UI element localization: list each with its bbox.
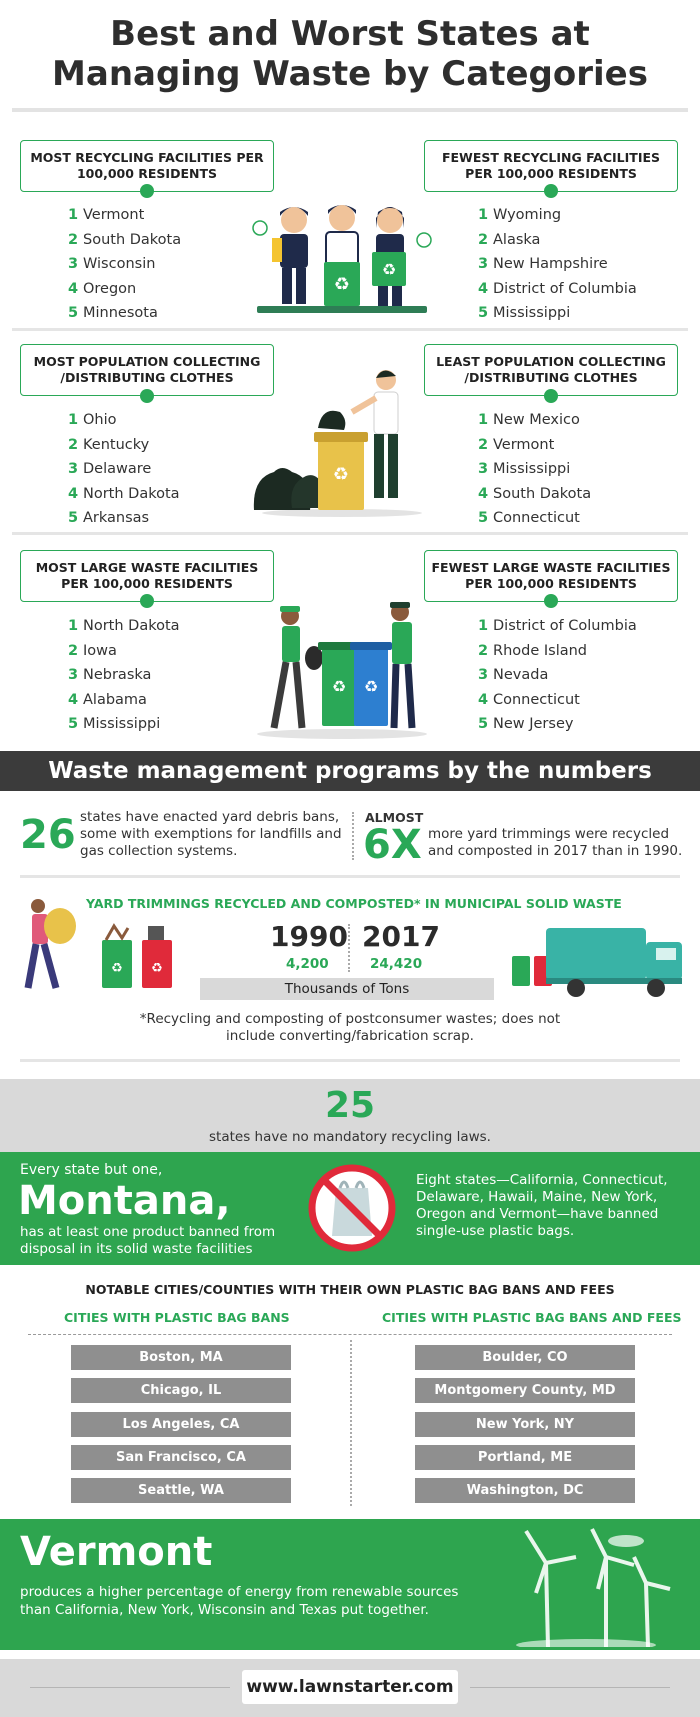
list-item xyxy=(68,688,180,713)
cities-left-heading: CITIES WITH PLASTIC BAG BANS xyxy=(64,1310,290,1325)
footer-rule-right xyxy=(470,1687,670,1688)
state-name: Nevada xyxy=(493,667,549,684)
rank-number: 3 xyxy=(68,667,79,684)
list-item xyxy=(68,712,180,737)
rank-number: 4 xyxy=(68,485,79,502)
rank-number: 2 xyxy=(478,231,489,248)
rank-number: 5 xyxy=(68,305,79,322)
heading-text: MOST RECYCLING FACILITIES PER 100,000 RESIDENTS xyxy=(30,150,264,181)
list-item xyxy=(68,408,180,433)
list-item xyxy=(478,457,591,482)
state-name: North Dakota xyxy=(83,485,180,502)
cities-column-divider xyxy=(350,1340,352,1506)
numbers-banner: Waste management programs by the numbers xyxy=(0,751,700,791)
wind-turbines-icon xyxy=(506,1527,676,1647)
state-name: Arkansas xyxy=(83,510,150,527)
city-pill: Washington, DC xyxy=(415,1478,635,1503)
vermont-text xyxy=(20,1583,458,1619)
stat-25-text: states have no mandatory recycling laws. xyxy=(209,1129,491,1145)
connector-dot xyxy=(140,389,154,403)
stat-6x-prefix: ALMOST xyxy=(365,810,424,825)
heading-text: MOST POPULATION COLLECTING /DISTRIBUTING CLOTHES xyxy=(33,354,261,385)
state-name: Minnesota xyxy=(83,305,158,322)
footer-rule-left xyxy=(30,1687,230,1688)
state-name: Mississippi xyxy=(83,716,161,733)
state-name: South Dakota xyxy=(493,485,592,502)
montana-text xyxy=(20,1224,275,1258)
garbage-truck-illustration xyxy=(506,924,686,1000)
kids-recycling-illustration xyxy=(252,198,432,318)
list-item xyxy=(68,252,181,277)
list-item xyxy=(68,482,180,507)
rank-number: 4 xyxy=(68,280,79,297)
state-name: New Hampshire xyxy=(493,256,608,273)
no-recycling-laws-band xyxy=(0,1079,700,1152)
list-item xyxy=(478,301,637,326)
category-2-right-list xyxy=(478,408,591,531)
heading-text: LEAST POPULATION COLLECTING /DISTRIBUTING CLOTHES xyxy=(436,354,666,385)
cities-divider xyxy=(28,1334,672,1335)
year-divider xyxy=(348,924,350,972)
list-item xyxy=(478,252,637,277)
value-1990: 4,200 xyxy=(286,956,329,972)
stat-25-number: 25 xyxy=(324,1085,376,1126)
vermont-text-line-1: produces a higher percentage of energy from renewable sources xyxy=(20,1584,459,1600)
clothes-bin-illustration xyxy=(252,368,432,518)
rank-number: 4 xyxy=(478,485,489,502)
state-name: Kentucky xyxy=(83,436,150,453)
state-name: Vermont xyxy=(493,436,555,453)
city-pill: Boston, MA xyxy=(71,1345,291,1370)
year-1990: 1990 xyxy=(270,920,348,953)
rank-number: 1 xyxy=(68,412,79,429)
state-name: Oregon xyxy=(83,280,137,297)
state-name: New Mexico xyxy=(493,412,580,429)
state-name: Vermont xyxy=(83,207,145,224)
connector-dot xyxy=(544,594,558,608)
list-item xyxy=(68,457,180,482)
state-name: North Dakota xyxy=(83,618,180,635)
list-item xyxy=(478,482,591,507)
rank-number: 3 xyxy=(68,256,79,273)
state-name: Wyoming xyxy=(493,207,562,224)
footnote-line-1: *Recycling and composting of postconsumer wastes; does not xyxy=(139,1011,561,1027)
state-name: Alabama xyxy=(83,691,147,708)
city-pill: Chicago, IL xyxy=(71,1378,291,1403)
section-divider xyxy=(20,1059,680,1062)
city-pill: San Francisco, CA xyxy=(71,1445,291,1470)
montana-name: Montana, xyxy=(18,1178,231,1224)
svg-text:♻: ♻ xyxy=(332,464,350,485)
connector-dot xyxy=(140,184,154,198)
yard-footnote xyxy=(0,1011,700,1045)
state-name: Wisconsin xyxy=(83,256,156,273)
connector-dot xyxy=(544,184,558,198)
rank-number: 2 xyxy=(68,231,79,248)
list-item xyxy=(478,228,637,253)
city-pill: Portland, ME xyxy=(415,1445,635,1470)
no-plastic-bag-icon xyxy=(306,1162,398,1254)
list-item xyxy=(478,408,591,433)
rank-number: 1 xyxy=(68,618,79,635)
list-item xyxy=(68,203,181,228)
category-3-left-list xyxy=(68,614,180,737)
rank-number: 2 xyxy=(68,436,79,453)
connector-dot xyxy=(544,389,558,403)
stat-6x-number: 6X xyxy=(363,822,422,868)
rank-number: 1 xyxy=(478,412,489,429)
state-name: South Dakota xyxy=(83,231,182,248)
city-pill: Los Angeles, CA xyxy=(71,1412,291,1437)
stat-6x-text: more yard trimmings were recycled and composted in 2017 than in 1990. xyxy=(428,826,683,859)
vermont-name: Vermont xyxy=(20,1529,213,1575)
year-2017: 2017 xyxy=(362,920,440,953)
footnote-line-2: include converting/fabrication scrap. xyxy=(226,1028,474,1044)
footer-url-link[interactable]: www.lawnstarter.com xyxy=(242,1670,458,1704)
list-item xyxy=(68,228,181,253)
title-line-2: Managing Waste by Categories xyxy=(52,54,648,94)
rank-number: 1 xyxy=(478,618,489,635)
page-title xyxy=(0,14,700,94)
list-item xyxy=(478,506,591,531)
category-1-right-list xyxy=(478,203,637,326)
state-name: Alaska xyxy=(493,231,541,248)
state-name: Connecticut xyxy=(493,510,580,527)
list-item xyxy=(68,433,180,458)
city-pill: Montgomery County, MD xyxy=(415,1378,635,1403)
state-name: New Jersey xyxy=(493,716,574,733)
section-divider xyxy=(20,875,680,878)
rank-number: 4 xyxy=(478,691,489,708)
rank-number: 5 xyxy=(478,510,489,527)
rank-number: 5 xyxy=(68,716,79,733)
stat-26-number: 26 xyxy=(20,812,76,858)
state-name: Iowa xyxy=(83,642,117,659)
list-item xyxy=(68,506,180,531)
list-item xyxy=(68,277,181,302)
montana-text-line-2: disposal in its solid waste facilities xyxy=(20,1241,253,1257)
svg-text:♻: ♻ xyxy=(381,260,397,279)
state-name: Mississippi xyxy=(493,305,571,322)
section-divider xyxy=(12,328,688,331)
list-item xyxy=(478,203,637,228)
rank-number: 5 xyxy=(478,305,489,322)
rank-number: 2 xyxy=(478,436,489,453)
state-name: District of Columbia xyxy=(493,618,637,635)
list-item xyxy=(68,614,180,639)
rank-number: 2 xyxy=(68,642,79,659)
title-line-1: Best and Worst States at xyxy=(110,14,590,54)
rank-number: 5 xyxy=(478,716,489,733)
units-label: Thousands of Tons xyxy=(200,978,494,1000)
cities-heading: NOTABLE CITIES/COUNTIES WITH THEIR OWN PLASTIC BAG BANS AND FEES xyxy=(85,1282,615,1297)
city-pill: Boulder, CO xyxy=(415,1345,635,1370)
montana-intro: Every state but one, xyxy=(20,1162,163,1178)
heading-text: FEWEST RECYCLING FACILITIES PER 100,000 RESIDENTS xyxy=(441,150,661,181)
montana-band xyxy=(0,1152,700,1265)
list-item xyxy=(478,688,637,713)
stat-divider xyxy=(352,812,354,860)
value-2017: 24,420 xyxy=(370,956,423,972)
state-name: Nebraska xyxy=(83,667,152,684)
title-divider xyxy=(12,108,688,112)
vermont-text-line-2: than California, New York, Wisconsin and Texas put together. xyxy=(20,1602,429,1618)
rank-number: 3 xyxy=(478,256,489,273)
list-item xyxy=(478,639,637,664)
footer-band xyxy=(0,1659,700,1717)
svg-text:♻: ♻ xyxy=(333,274,351,295)
heading-text: FEWEST LARGE WASTE FACILITIES PER 100,000 RESIDENTS xyxy=(431,560,671,591)
yard-waste-illustration xyxy=(22,888,182,1003)
list-item xyxy=(68,663,180,688)
rank-number: 2 xyxy=(478,642,489,659)
waste-workers-illustration xyxy=(252,600,432,740)
state-name: Mississippi xyxy=(493,461,571,478)
svg-text:♻: ♻ xyxy=(363,677,379,696)
stat-26-text: states have enacted yard debris bans, some with exemptions for landfills and gas collection systems. xyxy=(80,809,342,859)
heading-text: MOST LARGE WASTE FACILITIES PER 100,000 RESIDENTS xyxy=(35,560,259,591)
svg-text:♻: ♻ xyxy=(111,961,123,976)
yard-heading: YARD TRIMMINGS RECYCLED AND COMPOSTED* IN MUNICIPAL SOLID WASTE xyxy=(86,896,622,911)
state-name: District of Columbia xyxy=(493,280,637,297)
state-name: Delaware xyxy=(83,461,152,478)
rank-number: 1 xyxy=(68,207,79,224)
rank-number: 4 xyxy=(478,280,489,297)
section-divider xyxy=(12,532,688,535)
list-item xyxy=(478,277,637,302)
montana-text-line-1: has at least one product banned from xyxy=(20,1224,276,1240)
state-name: Ohio xyxy=(83,412,117,429)
list-item xyxy=(68,639,180,664)
state-name: Connecticut xyxy=(493,691,580,708)
rank-number: 3 xyxy=(478,461,489,478)
category-3-right-list xyxy=(478,614,637,737)
list-item xyxy=(478,614,637,639)
list-item xyxy=(478,712,637,737)
rank-number: 4 xyxy=(68,691,79,708)
city-pill: New York, NY xyxy=(415,1412,635,1437)
state-name: Rhode Island xyxy=(493,642,588,659)
svg-text:♻: ♻ xyxy=(331,677,347,696)
city-pill: Seattle, WA xyxy=(71,1478,291,1503)
list-item xyxy=(478,663,637,688)
category-2-left-list xyxy=(68,408,180,531)
rank-number: 3 xyxy=(68,461,79,478)
rank-number: 1 xyxy=(478,207,489,224)
rank-number: 3 xyxy=(478,667,489,684)
plastic-bag-states-text: Eight states—California, Connecticut, Delaware, Hawaii, Maine, New York, Oregon and Vermont—have banned single-use plastic bags. xyxy=(416,1172,668,1239)
svg-text:♻: ♻ xyxy=(151,961,163,976)
category-1-left-list xyxy=(68,203,181,326)
connector-dot xyxy=(140,594,154,608)
vermont-band xyxy=(0,1519,700,1650)
rank-number: 5 xyxy=(68,510,79,527)
list-item xyxy=(478,433,591,458)
cities-right-heading: CITIES WITH PLASTIC BAG BANS AND FEES xyxy=(382,1310,682,1325)
list-item xyxy=(68,301,181,326)
